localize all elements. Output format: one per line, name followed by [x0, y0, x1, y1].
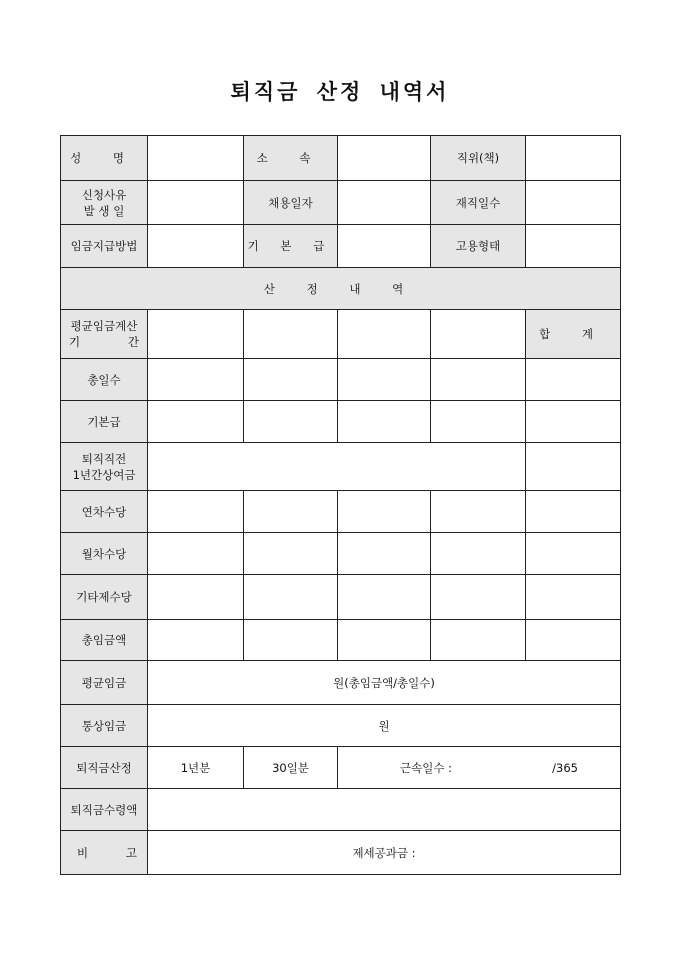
table-row	[61, 789, 621, 831]
name-cell[interactable]	[148, 136, 244, 181]
thirty-days-cell[interactable]: 30일분	[244, 747, 338, 789]
avg-period-label: 평균임금계산 기 간	[61, 310, 148, 359]
total-days-label: 총일수	[61, 359, 148, 401]
bonus-label: 퇴직직전 1년간상여금	[61, 443, 148, 491]
table-row	[61, 443, 621, 491]
table-row	[61, 747, 621, 789]
payment-method-label: 임금지급방법	[61, 225, 148, 268]
total-label: 합 계	[526, 310, 621, 359]
base-pay-cell-1[interactable]	[148, 401, 244, 443]
annual-leave-cell-1[interactable]	[148, 491, 244, 533]
table-row	[61, 575, 621, 620]
total-days-cell-2[interactable]	[244, 359, 338, 401]
reason-date-label: 신청사유 발 생 일	[61, 181, 148, 225]
affiliation-cell[interactable]	[338, 136, 431, 181]
position-cell[interactable]	[526, 136, 621, 181]
ordinary-wage-cell[interactable]	[148, 705, 621, 747]
avg-period-cell-1[interactable]	[148, 310, 244, 359]
table-row	[61, 661, 621, 705]
hire-date-cell[interactable]	[338, 181, 431, 225]
table-row	[61, 533, 621, 575]
ordinary-wage-unit: 원	[378, 718, 390, 733]
total-wage-cell-3[interactable]	[338, 620, 431, 661]
severance-amount-cell[interactable]	[148, 789, 621, 831]
annual-leave-cell-2[interactable]	[244, 491, 338, 533]
table-row	[61, 310, 621, 359]
ordinary-wage-label: 통상임금	[61, 705, 148, 747]
monthly-leave-label: 월차수당	[61, 533, 148, 575]
total-days-cell-1[interactable]	[148, 359, 244, 401]
service-days-text: 근속일수 :	[400, 760, 452, 775]
total-wage-cell-1[interactable]	[148, 620, 244, 661]
section-heading: 산 정 내 역	[61, 268, 621, 310]
remarks-label: 비 고	[61, 831, 148, 875]
one-year-cell[interactable]: 1년분	[148, 747, 244, 789]
payment-method-cell[interactable]	[148, 225, 244, 268]
total-days-cell-4[interactable]	[431, 359, 526, 401]
base-pay-cell-2[interactable]	[244, 401, 338, 443]
employment-type-cell[interactable]	[526, 225, 621, 268]
service-days-label: 재직일수	[431, 181, 526, 225]
severance-amount-label: 퇴직금수령액	[61, 789, 148, 831]
name-label: 성 명	[61, 136, 148, 181]
severance-calc-label: 퇴직금산정	[61, 747, 148, 789]
tax-text: 제세공과금 :	[352, 845, 416, 860]
affiliation-label: 소 속	[244, 136, 338, 181]
annual-leave-total[interactable]	[526, 491, 621, 533]
employment-type-label: 고용형태	[431, 225, 526, 268]
table-row	[61, 401, 621, 443]
annual-leave-label: 연차수당	[61, 491, 148, 533]
annual-leave-cell-3[interactable]	[338, 491, 431, 533]
base-pay-label: 기본급	[61, 401, 148, 443]
total-wage-cell-4[interactable]	[431, 620, 526, 661]
monthly-leave-total[interactable]	[526, 533, 621, 575]
other-allowance-total[interactable]	[526, 575, 621, 620]
base-pay-header-cell[interactable]	[338, 225, 431, 268]
other-allowance-cell-4[interactable]	[431, 575, 526, 620]
other-allowance-cell-1[interactable]	[148, 575, 244, 620]
avg-wage-label: 평균임금	[61, 661, 148, 705]
other-allowance-cell-3[interactable]	[338, 575, 431, 620]
table-row	[61, 491, 621, 533]
table-row	[61, 620, 621, 661]
total-wage-cell-2[interactable]	[244, 620, 338, 661]
document-title: 퇴직금 산정 내역서	[230, 79, 450, 104]
avg-wage-formula: 원(총임금액/총일수)	[333, 675, 435, 690]
reason-date-cell[interactable]	[148, 181, 244, 225]
hire-date-label: 채용일자	[244, 181, 338, 225]
annual-leave-cell-4[interactable]	[431, 491, 526, 533]
total-wage-label: 총임금액	[61, 620, 148, 661]
severance-form-table	[60, 135, 621, 875]
base-pay-total[interactable]	[526, 401, 621, 443]
avg-period-cell-3[interactable]	[338, 310, 431, 359]
table-row	[61, 359, 621, 401]
per-365-text: /365	[552, 760, 578, 775]
position-label: 직위(책)	[431, 136, 526, 181]
monthly-leave-cell-4[interactable]	[431, 533, 526, 575]
table-row	[61, 181, 621, 225]
monthly-leave-cell-1[interactable]	[148, 533, 244, 575]
table-row	[61, 268, 621, 310]
service-days-cell[interactable]	[526, 181, 621, 225]
service-days-formula-cell[interactable]	[338, 747, 621, 789]
base-pay-header-label: 기 본 급	[244, 225, 338, 268]
table-row	[61, 136, 621, 181]
avg-period-cell-4[interactable]	[431, 310, 526, 359]
table-row	[61, 831, 621, 875]
table-row	[61, 705, 621, 747]
remarks-cell[interactable]	[148, 831, 621, 875]
avg-wage-cell[interactable]	[148, 661, 621, 705]
table-row	[61, 225, 621, 268]
bonus-cell[interactable]	[148, 443, 526, 491]
monthly-leave-cell-2[interactable]	[244, 533, 338, 575]
total-wage-total[interactable]	[526, 620, 621, 661]
monthly-leave-cell-3[interactable]	[338, 533, 431, 575]
avg-period-cell-2[interactable]	[244, 310, 338, 359]
base-pay-cell-4[interactable]	[431, 401, 526, 443]
other-allowance-cell-2[interactable]	[244, 575, 338, 620]
bonus-total[interactable]	[526, 443, 621, 491]
other-allowance-label: 기타제수당	[61, 575, 148, 620]
base-pay-cell-3[interactable]	[338, 401, 431, 443]
total-days-cell-3[interactable]	[338, 359, 431, 401]
total-days-total[interactable]	[526, 359, 621, 401]
